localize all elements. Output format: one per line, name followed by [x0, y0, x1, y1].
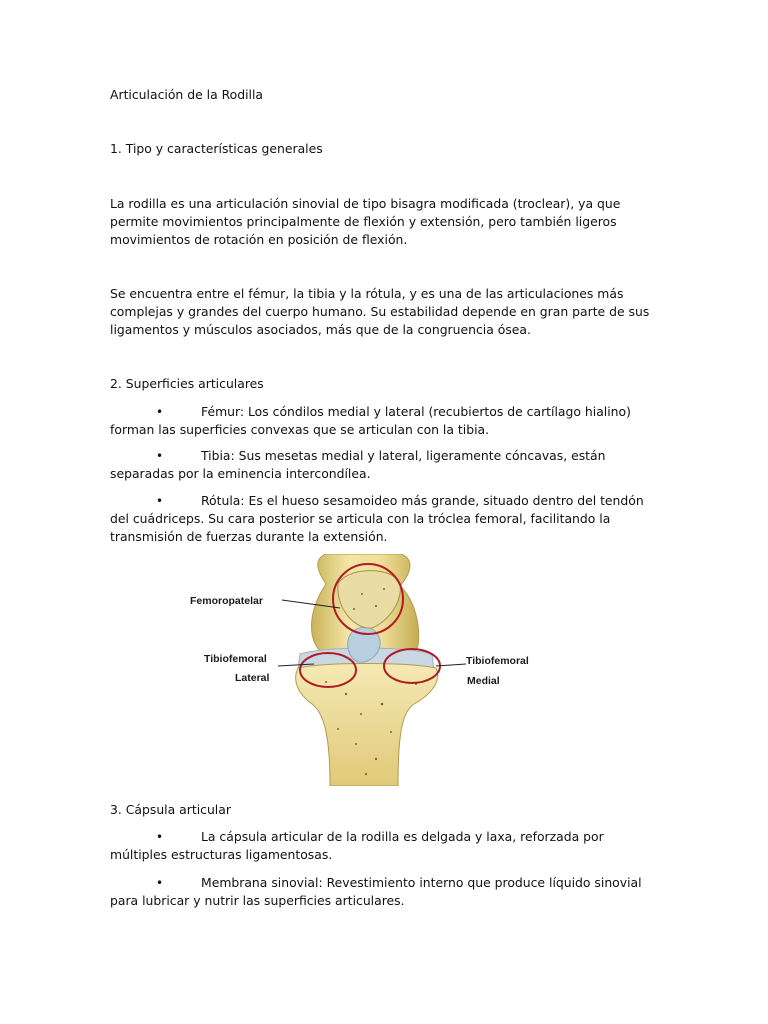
section-1-heading: 1. Tipo y características generales — [110, 141, 323, 156]
list-item-text: Rótula: Es el hueso sesamoideo más grande, situado dentro del tendón del cuádriceps. Su cara posterior se articula con la tróclea femoral, facilitando la transmisión de fuerzas durante la extensión. — [110, 493, 644, 545]
list-item — [110, 403, 658, 439]
knee-illustration — [186, 554, 548, 786]
bullet-icon: • — [156, 830, 164, 844]
label-tibiofemoral-lateral: Tibiofemoral — [204, 653, 267, 665]
list-item — [110, 828, 658, 864]
list-item — [110, 447, 658, 483]
label-lateral: Lateral — [235, 672, 270, 684]
label-medial: Medial — [467, 675, 500, 687]
bullet-icon: • — [156, 494, 164, 508]
list-item-text: Fémur: Los cóndilos medial y lateral (recubiertos de cartílago hialino) forman las superficies convexas que se articulan con la tibia. — [110, 404, 631, 438]
label-tibiofemoral-medial: Tibiofemoral — [466, 655, 529, 667]
list-item — [110, 874, 658, 910]
section-1-paragraph-2: Se encuentra entre el fémur, la tibia y la rótula, y es una de las articulaciones más complejas y grandes del cuerpo humano. Su estabilidad depende en gran parte de sus ligamentos y músculos asociados, más que de la congruencia ósea. — [110, 286, 650, 338]
section-1-paragraph-1: La rodilla es una articulación sinovial de tipo bisagra modificada (troclear), ya que permite movimientos principalmente de flexión y extensión, pero también ligeros movimientos de rotación en posición de flexión. — [110, 196, 621, 248]
list-item — [110, 492, 658, 547]
section-2-heading: 2. Superficies articulares — [110, 376, 264, 391]
knee-joint-figure — [186, 554, 548, 786]
bullet-icon: • — [156, 876, 164, 890]
bullet-icon: • — [156, 449, 164, 463]
section-3-heading: 3. Cápsula articular — [110, 802, 231, 817]
document-title: Articulación de la Rodilla — [110, 87, 264, 102]
list-item-text: La cápsula articular de la rodilla es delgada y laxa, reforzada por múltiples estructuras ligamentosas. — [110, 829, 604, 863]
bullet-icon: • — [156, 405, 164, 419]
label-femoropatelar: Femoropatelar — [190, 595, 263, 607]
list-item-text: Membrana sinovial: Revestimiento interno que produce líquido sinovial para lubricar y nutrir las superficies articulares. — [110, 875, 642, 909]
list-item-text: Tibia: Sus mesetas medial y lateral, ligeramente cóncavas, están separadas por la eminencia intercondílea. — [110, 448, 606, 482]
